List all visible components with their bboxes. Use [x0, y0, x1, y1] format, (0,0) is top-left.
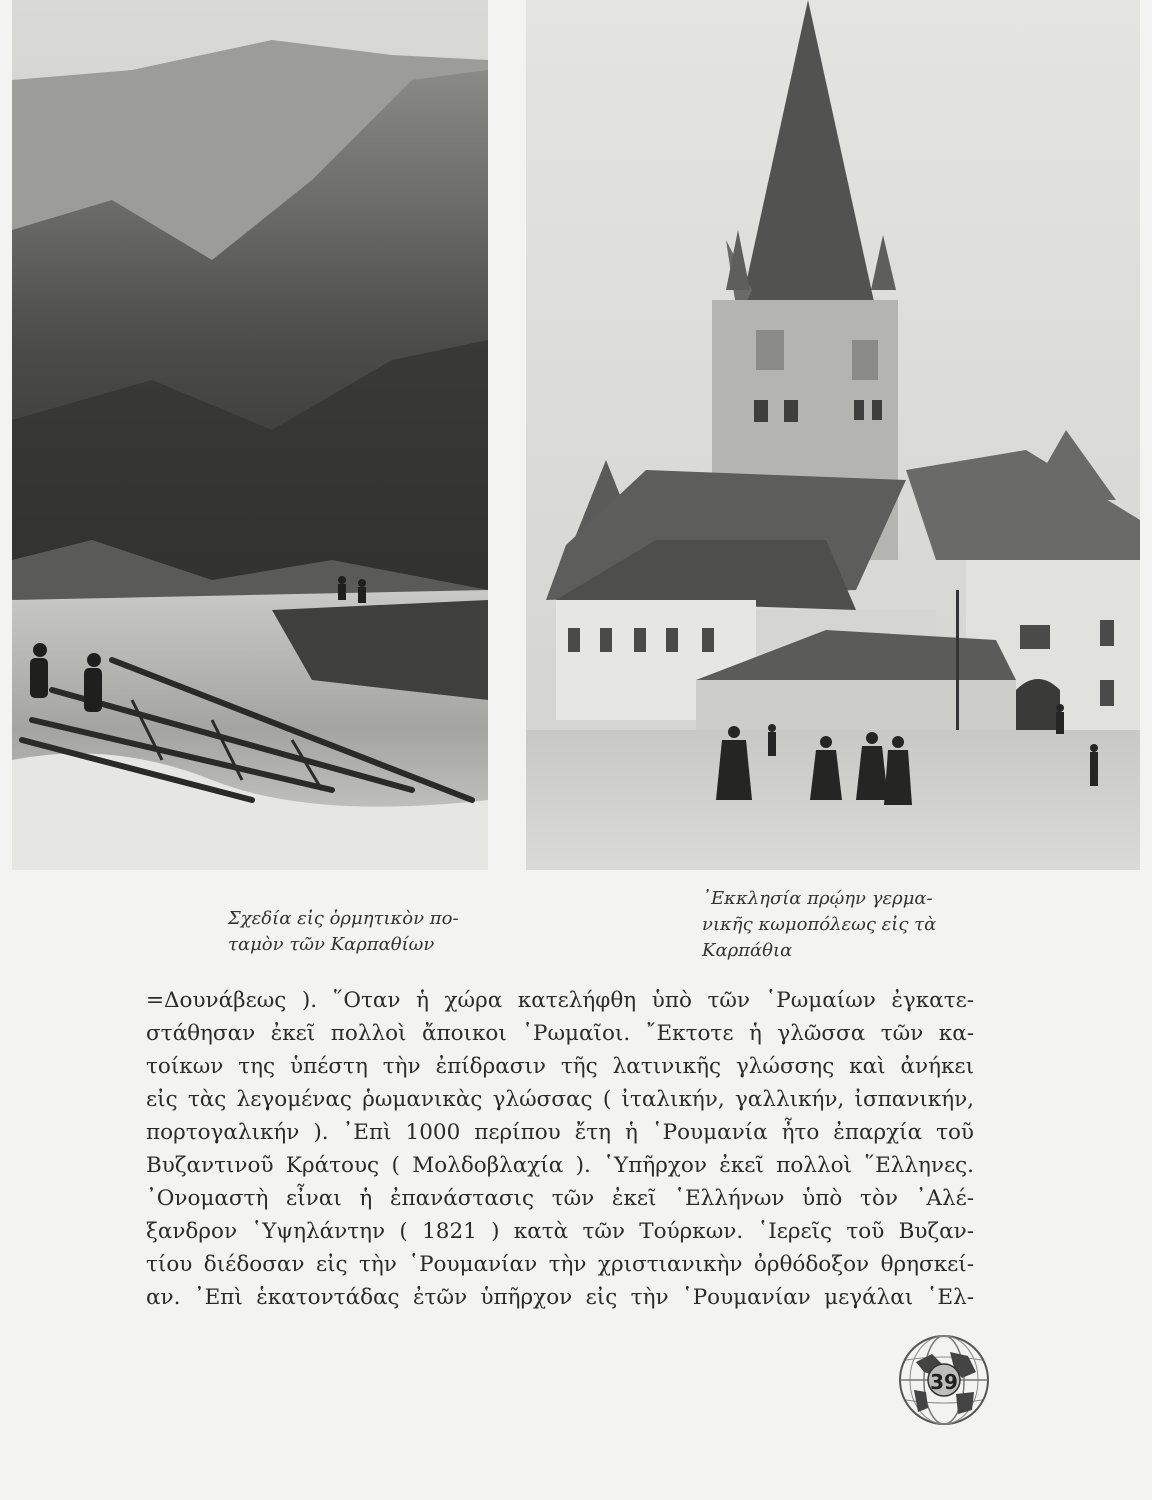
text-line: στάθησαν ἐκεῖ πολλοὶ ἄποικοι ῾Ρωμαῖοι. ῎Εκτοτε ἡ γλῶσσα τῶν κα- [146, 1021, 974, 1046]
text-line: πορτογαλικήν ). ᾿Επὶ 1000 περίπου ἔτη ἡ ῾Ρουμανία ἦτο ἐπαρχία τοῦ [146, 1120, 974, 1145]
text-line: ᾿Ονομαστὴ εἶναι ἡ ἐπανάστασις τῶν ἐκεῖ ῾Ελλήνων ὑπὸ τὸν ᾿Αλέ- [146, 1186, 974, 1211]
text-line: τοίκων της ὑπέστη τὴν ἐπίδρασιν τῆς λατινικῆς γλώσσης καὶ ἀνήκει [146, 1054, 974, 1079]
caption-raft [228, 906, 498, 958]
text-line: εἰς τὰς λεγομένας ῥωμανικὰς γλώσσας ( ἰταλικήν, γαλλικήν, ἰσπανικήν, [146, 1087, 974, 1112]
text-line: αν. ᾿Επὶ ἑκατοντάδας ἐτῶν ὑπῆρχον εἰς τὴν ῾Ρουμανίαν μεγάλαι ῾Ελ- [146, 1285, 974, 1310]
text-line: Βυζαντινοῦ Κράτους ( Μολδοβλαχία ). ῾Υπῆρχον ἐκεῖ πολλοὶ ῞Ελληνες. [146, 1153, 974, 1178]
body-paragraph [146, 984, 974, 1314]
text-line: τίου διέδοσαν εἰς τὴν ῾Ρουμανίαν τὴν χριστιανικὴν ὀρθόδοξον θρησκεί- [146, 1252, 974, 1277]
text-line: ξανδρον ῾Υψηλάντην ( 1821 ) κατὰ τῶν Τούρκων. ῾Ιερεῖς τοῦ Βυζαν- [146, 1219, 974, 1244]
caption-line: Σχεδία εἰς ὁρμητικὸν πο- [228, 908, 459, 929]
caption-line: ᾿Εκκλησία πρῴην γερμα- [702, 888, 933, 909]
caption-line: ταμὸν τῶν Καρπαθίων [228, 934, 435, 955]
photo-church-carpathians [526, 0, 1140, 870]
caption-line: νικῆς κωμοπόλεως εἰς τὰ [702, 914, 937, 935]
page-number-badge [896, 1332, 992, 1428]
text-line: =Δουνάβεως ). ῞Οταν ἡ χώρα κατελήφθη ὑπὸ τῶν ῾Ρωμαίων ἐγκατε- [146, 988, 974, 1013]
caption-line: Καρπάθια [702, 940, 793, 961]
page-number: 39 [930, 1370, 958, 1394]
caption-church [702, 886, 982, 964]
photo-raft-river [12, 0, 488, 870]
